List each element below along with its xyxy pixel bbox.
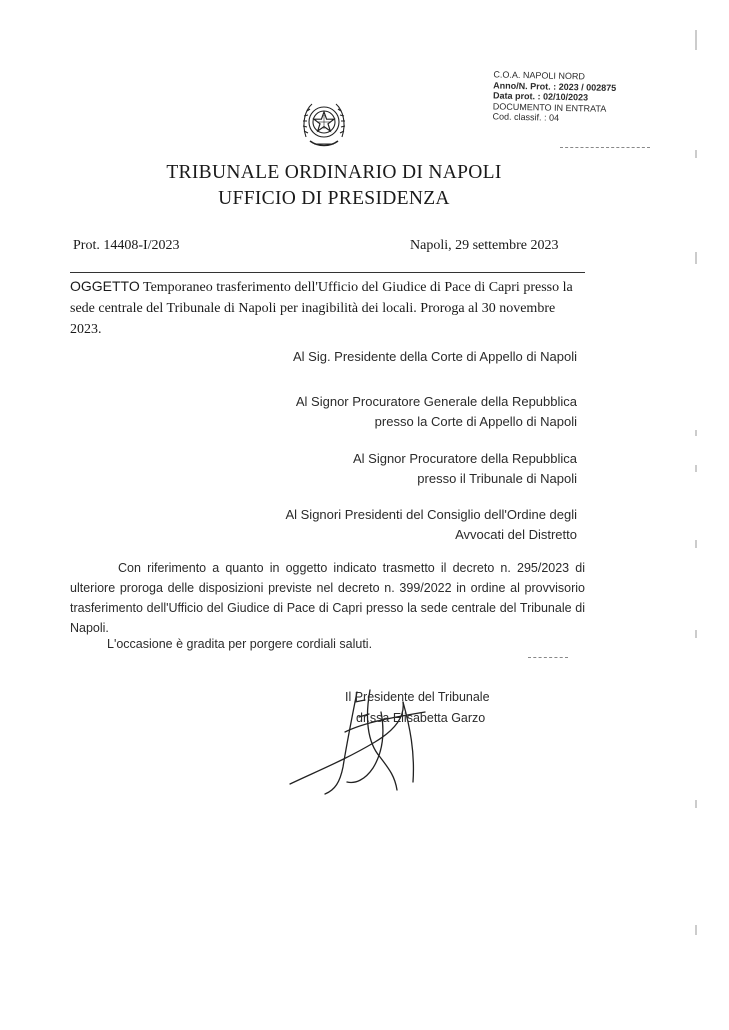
stamp-protocol-number: Anno/N. Prot. : 2023 / 002875: [493, 79, 617, 93]
recipient-line: Al Signori Presidenti del Consiglio dell'Ordine degli: [285, 507, 577, 522]
signatory-title: Il Presidente del Tribunale: [345, 690, 490, 704]
stamp-divider: [560, 147, 650, 148]
protocol-number: Prot. 14408-I/2023: [73, 238, 180, 253]
recipient-line: presso il Tribunale di Napoli: [417, 471, 577, 486]
italian-republic-emblem-icon: [298, 97, 350, 151]
stamp-office: C.O.A. NAPOLI NORD: [493, 69, 586, 82]
signatory-name: dr.ssa Elisabetta Garzo: [356, 711, 486, 725]
protocol-stamp: [492, 69, 643, 125]
court-name: TRIBUNALE ORDINARIO DI NAPOLI: [166, 162, 502, 183]
subject-label: OGGETTO: [70, 278, 140, 294]
recipient-line: Al Sig. Presidente della Corte di Appello di Napoli: [292, 349, 577, 364]
body-paragraph: Con riferimento a quanto in oggetto indicato trasmetto il decreto n. 295/2023 di ulteriore proroga delle disposizioni previste nel decreto n. 399/2022 in ordine al provvisorio trasferimento dell'Ufficio del Giudice di Pace di Capri presso la sede centrale del Tribunale di Napoli.: [70, 561, 585, 635]
office-name: UFFICIO DI PRESIDENZA: [218, 188, 450, 209]
decorative-dash: [528, 657, 568, 658]
letter-body: [70, 558, 585, 638]
subject-block: [70, 276, 585, 340]
stamp-classification: Cod. classif. : 04: [492, 111, 560, 123]
scan-margin-marks: [692, 20, 700, 1010]
recipient-block: [296, 392, 577, 432]
subject-text: Temporaneo trasferimento dell'Ufficio del Giudice di Pace di Capri presso la sede centrale del Tribunale di Napoli per inagibilità dei locali. Proroga al 30 novembre 2023.: [70, 280, 573, 337]
letter-date: Napoli, 29 settembre 2023: [410, 238, 559, 253]
recipient-line: Al Signor Procuratore Generale della Repubblica: [295, 394, 577, 409]
recipient-block: [293, 347, 577, 367]
recipient-block: [285, 505, 577, 545]
closing-line: L'occasione è gradita per porgere cordiali saluti.: [107, 637, 373, 651]
recipient-line: Avvocati del Distretto: [455, 527, 577, 542]
stamp-document-type: DOCUMENTO IN ENTRATA: [492, 100, 607, 114]
subject-divider: [70, 272, 585, 273]
recipient-line: presso la Corte di Appello di Napoli: [374, 414, 577, 429]
stamp-protocol-date: Data prot. : 02/10/2023: [492, 90, 589, 103]
recipient-block: [353, 449, 577, 489]
recipient-line: Al Signor Procuratore della Repubblica: [352, 451, 577, 466]
